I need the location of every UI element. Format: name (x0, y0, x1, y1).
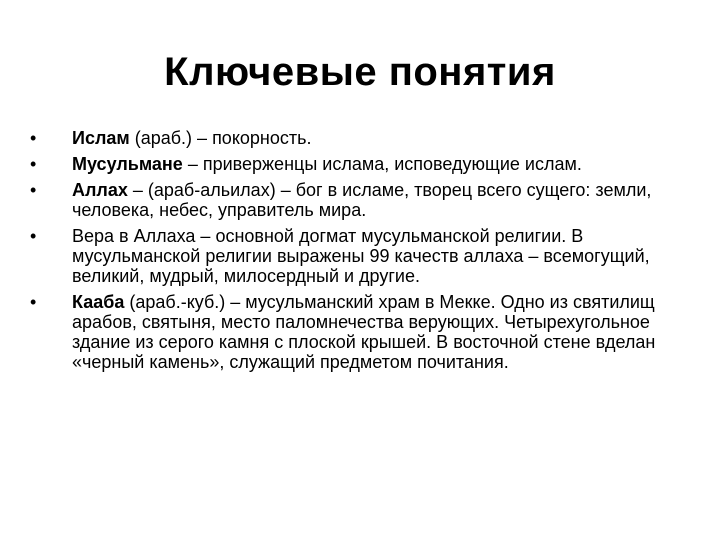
bullet-list (30, 128, 680, 378)
bullet-icon: • (30, 292, 37, 312)
term: Аллах (72, 180, 128, 200)
bullet-icon: • (30, 226, 37, 246)
bullet-icon: • (30, 154, 37, 174)
definition: (араб.) – покорность. (129, 128, 312, 148)
list-item (30, 226, 680, 286)
definition: – приверженцы ислама, исповедующие ислам. (182, 154, 582, 174)
bullet-icon: • (30, 128, 37, 148)
term: Ислам (72, 128, 130, 148)
bullet-icon: • (30, 180, 37, 200)
definition: – (араб-альилах) – бог в исламе, творец всего сущего: земли, человека, небес, управитель мира. (72, 180, 652, 220)
definition: Вера в Аллаха – основной догмат мусульманской религии. В мусульманской религии выражены 99 качеств аллаха – всемогущий, великий, мудрый, милосердный и другие. (72, 226, 650, 286)
list-item (30, 180, 680, 220)
list-item (30, 292, 680, 372)
list-item (30, 128, 680, 148)
list-item (30, 154, 680, 174)
definition: (араб.-куб.) – мусульманский храм в Мекке. Одно из святилищ арабов, святыня, место паломнечества верующих. Четырехугольное здание из серого камня с плоской крышей. В восточной стене вделан «черный камень», служащий предметом почитания. (72, 292, 656, 372)
term: Кааба (72, 292, 125, 312)
term: Мусульмане (72, 154, 183, 174)
slide-title: Ключевые понятия (164, 50, 556, 94)
